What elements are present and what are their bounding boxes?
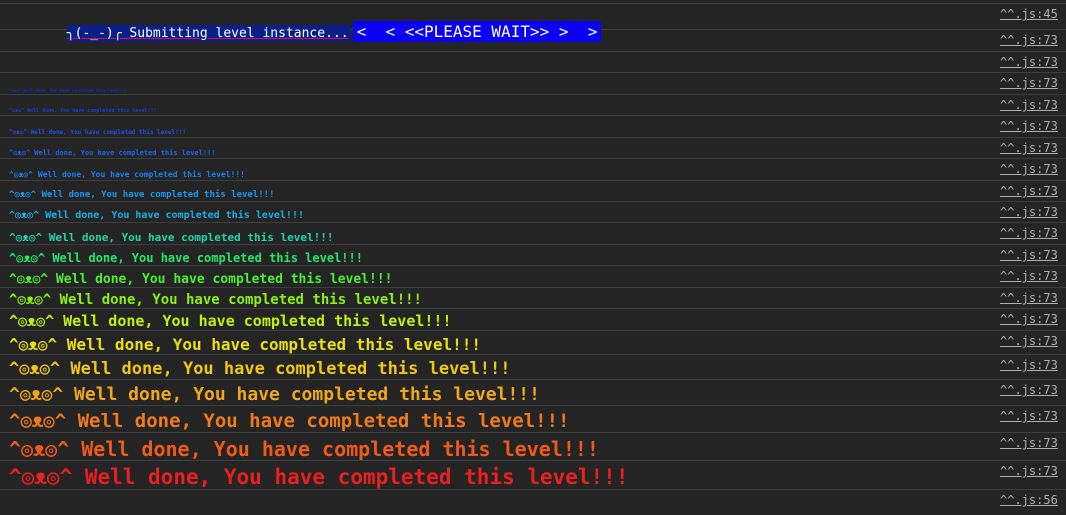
console-message-row (0, 490, 1066, 515)
console-message-row (0, 138, 1066, 159)
completion-message-text: ^◎ᴥ◎^ Well done, You have completed this level!!! (9, 170, 245, 179)
console-message-row (0, 73, 1066, 95)
console-message-row (0, 159, 1066, 181)
completion-message-text: ^◎ᴥ◎^ Well done, You have completed this level!!! (9, 129, 186, 136)
console-message-row (0, 331, 1066, 355)
completion-message-text: ^◎ᴥ◎^ Well done, You have completed this level!!! (9, 437, 599, 461)
completion-message-text: ^◎ᴥ◎^ Well done, You have completed this level!!! (9, 384, 540, 405)
completion-message-text: ^◎ᴥ◎^ Well done, You have completed this level!!! (9, 149, 216, 157)
source-link[interactable]: ^^.js:73 (1000, 312, 1058, 326)
submit-message-text: ╮(-_-)╭ Submitting level instance... (66, 26, 349, 41)
completion-message-text: ^◎ᴥ◎^ Well done, You have completed this level!!! (9, 272, 393, 287)
source-link[interactable]: ^^.js:73 (1000, 464, 1058, 478)
source-link[interactable]: ^^.js:73 (1000, 141, 1058, 155)
completion-message-text: ^◎ᴥ◎^ Well done, You have completed this level!!! (9, 88, 127, 93)
source-link[interactable]: ^^.js:73 (1000, 162, 1058, 176)
completion-message-text: ^◎ᴥ◎^ Well done, You have completed this level!!! (9, 410, 570, 432)
completion-message-text: ^◎ᴥ◎^ Well done, You have completed this level!!! (9, 359, 511, 379)
console-message-row (0, 223, 1066, 245)
source-link[interactable]: ^^.js:73 (1000, 269, 1058, 283)
source-link[interactable]: ^^.js:56 (1000, 493, 1058, 507)
completion-message-text: ^◎ᴥ◎^ Well done, You have completed this level!!! (9, 108, 157, 114)
console-message-row (0, 433, 1066, 461)
source-link[interactable]: ^^.js:73 (1000, 383, 1058, 397)
console-message-row (0, 266, 1066, 288)
console-message-row (0, 181, 1066, 202)
completion-message-text: ^◎ᴥ◎^ Well done, You have completed this level!!! (9, 210, 304, 221)
console-message-row (0, 461, 1066, 490)
completion-message-text: ^◎ᴥ◎^ Well done, You have completed this level!!! (9, 190, 275, 200)
console-message-row (0, 116, 1066, 138)
source-link[interactable]: ^^.js:73 (1000, 205, 1058, 219)
source-link[interactable]: ^^.js:73 (1000, 76, 1058, 90)
console-message-row (0, 309, 1066, 331)
source-link[interactable]: ^^.js:73 (1000, 358, 1058, 372)
console-message-row (0, 380, 1066, 406)
completion-message-text: ^◎ᴥ◎^ Well done, You have completed this level!!! (9, 231, 334, 244)
completion-message-text: ^◎ᴥ◎^ Well done, You have completed this level!!! (9, 292, 422, 308)
console-message-row (0, 95, 1066, 116)
source-link[interactable]: ^^.js:73 (1000, 436, 1058, 450)
console-message-row (0, 52, 1066, 73)
source-link[interactable]: ^^.js:73 (1000, 119, 1058, 133)
source-link[interactable]: ^^.js:73 (1000, 98, 1058, 112)
console-message-row (0, 288, 1066, 309)
source-link[interactable]: ^^.js:73 (1000, 334, 1058, 348)
completion-message-text: ^◎ᴥ◎^ Well done, You have completed this level!!! (9, 251, 363, 265)
source-link[interactable]: ^^.js:73 (1000, 409, 1058, 423)
source-link[interactable]: ^^.js:73 (1000, 55, 1058, 69)
completion-message-text: ^◎ᴥ◎^ Well done, You have completed this level!!! (9, 465, 629, 489)
completion-message-text: ^◎ᴥ◎^ Well done, You have completed this level!!! (9, 335, 481, 354)
please-wait-text: < < <<PLEASE WAIT>> > > (353, 21, 602, 42)
source-link[interactable]: ^^.js:73 (1000, 226, 1058, 240)
completion-message-text: ^◎ᴥ◎^ Well done, You have completed this level!!! (9, 312, 452, 330)
source-link[interactable]: ^^.js:73 (1000, 33, 1058, 47)
console-message-row (0, 406, 1066, 433)
console-message-row (0, 245, 1066, 266)
console-message-row (0, 355, 1066, 380)
source-link[interactable]: ^^.js:73 (1000, 184, 1058, 198)
console-message-row (0, 202, 1066, 223)
source-link[interactable]: ^^.js:73 (1000, 248, 1058, 262)
source-link[interactable]: ^^.js:45 (1000, 7, 1058, 21)
console-message-row (0, 30, 1066, 52)
source-link[interactable]: ^^.js:73 (1000, 291, 1058, 305)
